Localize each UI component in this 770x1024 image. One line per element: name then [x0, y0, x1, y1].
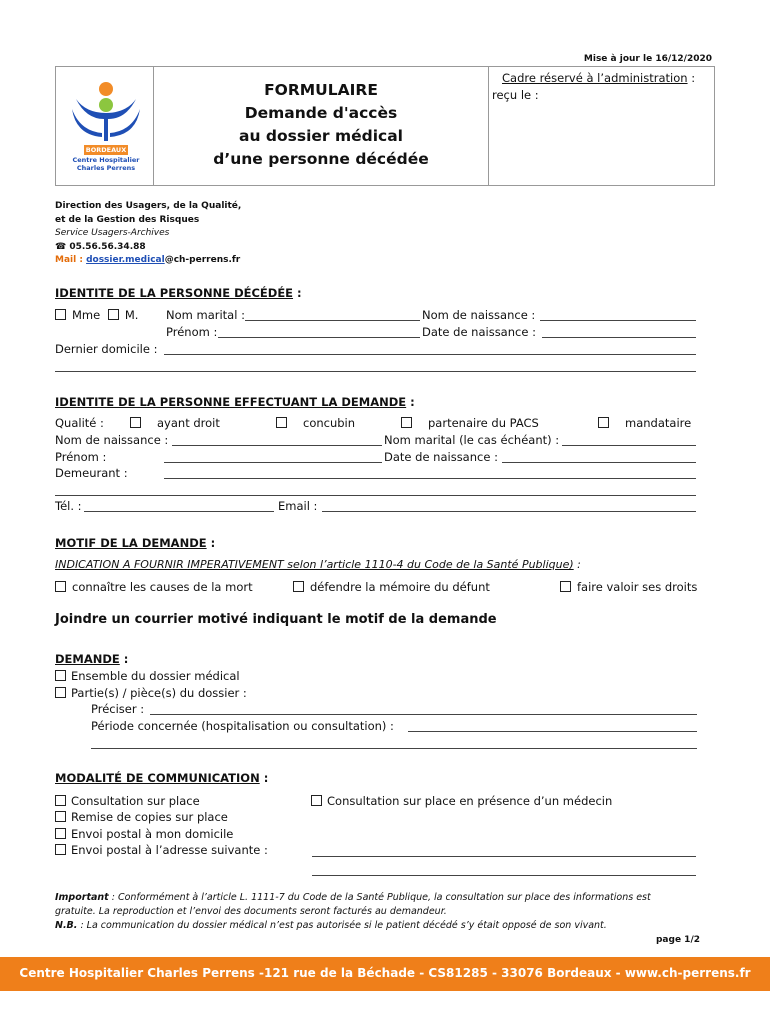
footer-banner: [0, 957, 770, 991]
requester-demeurant-field[interactable]: [164, 478, 696, 479]
periode-label: Période concernée (hospitalisation ou consultation) :: [91, 719, 394, 733]
periode-field-2[interactable]: [91, 748, 697, 749]
requester-prenom-label: Prénom :: [55, 450, 107, 464]
droits-checkbox[interactable]: [560, 581, 571, 592]
option-pacs[interactable]: partenaire du PACS: [401, 416, 539, 430]
deceased-nom-marital-label: Nom marital :: [166, 308, 245, 322]
join-letter-notice: Joindre un courrier motivé indiquant le motif de la demande: [55, 612, 497, 627]
deceased-domicile-field-2[interactable]: [55, 371, 696, 372]
requester-email-field[interactable]: [322, 511, 696, 512]
causes-checkbox[interactable]: [55, 581, 66, 592]
requester-email-label: Email :: [278, 499, 318, 513]
modalite-option-copies[interactable]: Remise de copies sur place: [55, 810, 228, 824]
requester-heading: IDENTITE DE LA PERSONNE EFFECTUANT LA DEMANDE :: [55, 395, 415, 409]
modalite-option-consultation[interactable]: Consultation sur place: [55, 794, 200, 808]
mme-checkbox[interactable]: [55, 309, 66, 320]
mail-domain: @ch-perrens.fr: [164, 255, 241, 265]
option-mandataire[interactable]: mandataire: [598, 416, 691, 430]
medecin-checkbox[interactable]: [311, 795, 322, 806]
parties-checkbox[interactable]: [55, 687, 66, 698]
phone-number: ☎ 05.56.56.34.88: [55, 241, 146, 252]
m-checkbox[interactable]: [108, 309, 119, 320]
option-ayant-droit[interactable]: ayant droit: [130, 416, 220, 430]
form-title: FORMULAIRE: [264, 81, 378, 99]
domicile-checkbox[interactable]: [55, 828, 66, 839]
qualite-label: Qualité :: [55, 416, 104, 430]
logo-city: BORDEAUX: [85, 146, 127, 154]
m-label: M.: [124, 308, 139, 322]
mail-link[interactable]: dossier.medical: [86, 255, 165, 265]
received-label: reçu le :: [492, 88, 539, 102]
motif-heading: MOTIF DE LA DEMANDE :: [55, 536, 216, 550]
requester-nom-naissance-label: Nom de naissance :: [55, 433, 169, 447]
requester-demeurant-label: Demeurant :: [55, 466, 128, 480]
demande-option-parties[interactable]: Partie(s) / pièce(s) du dossier :: [55, 686, 247, 700]
option-concubin[interactable]: concubin: [276, 416, 355, 430]
motif-option-memoire[interactable]: défendre la mémoire du défunt: [293, 580, 490, 594]
motif-option-droits[interactable]: faire valoir ses droits: [560, 580, 697, 594]
form-subtitle-2: au dossier médical: [239, 127, 403, 145]
update-date: Mise à jour le 16/12/2020: [583, 54, 712, 64]
notes-block: [55, 891, 715, 933]
important-note: Important : Conformément à l’article L. 1111-7 du Code de la Santé Publique, la consultation sur place des informations est: [55, 892, 651, 903]
contact-block: [55, 200, 241, 268]
periode-field[interactable]: [408, 731, 697, 732]
admin-reserved-label: Cadre réservé à l’administration: [502, 71, 688, 85]
ayant-droit-checkbox[interactable]: [130, 417, 141, 428]
requester-date-naissance-label: Date de naissance :: [384, 450, 498, 464]
footer-text: Centre Hospitalier Charles Perrens -121 rue de la Béchade - CS81285 - 33076 Bordeaux - www.ch-perrens.fr: [19, 966, 751, 980]
adresse-checkbox[interactable]: [55, 844, 66, 855]
requester-nom-marital-label: Nom marital (le cas échéant) :: [384, 433, 560, 447]
motif-indication: INDICATION A FOURNIR IMPERATIVEMENT selon l’article 1110-4 du Code de la Santé Publique) :: [55, 558, 581, 571]
adresse-field-2[interactable]: [312, 875, 696, 876]
motif-option-causes[interactable]: connaître les causes de la mort: [55, 580, 253, 594]
dept-line-2: et de la Gestion des Risques: [55, 214, 200, 225]
deceased-date-naissance-label: Date de naissance :: [422, 325, 536, 339]
deceased-domicile-label: Dernier domicile :: [55, 342, 158, 356]
requester-tel-field[interactable]: [84, 511, 274, 512]
deceased-civility: [55, 308, 138, 322]
ensemble-checkbox[interactable]: [55, 670, 66, 681]
requester-date-naissance-field[interactable]: [502, 462, 696, 463]
requester-nom-naissance-field[interactable]: [172, 445, 382, 446]
header-box: [55, 66, 715, 186]
requester-prenom-field[interactable]: [164, 462, 382, 463]
memoire-checkbox[interactable]: [293, 581, 304, 592]
modalite-heading: MODALITÉ DE COMMUNICATION :: [55, 771, 269, 785]
pacs-checkbox[interactable]: [401, 417, 412, 428]
demande-heading: DEMANDE :: [55, 652, 129, 666]
logo-line1: Centre Hospitalier: [72, 156, 140, 164]
mail-label: Mail :: [55, 255, 87, 265]
service-name: Service Usagers-Archives: [55, 228, 170, 238]
deceased-nom-marital-field[interactable]: [245, 320, 420, 321]
mail-line: [55, 254, 241, 268]
mandataire-checkbox[interactable]: [598, 417, 609, 428]
consultation-checkbox[interactable]: [55, 795, 66, 806]
requester-nom-marital-field[interactable]: [562, 445, 696, 446]
form-subtitle-3: d’une personne décédée: [213, 150, 429, 168]
dept-line-1: Direction des Usagers, de la Qualité,: [55, 201, 242, 211]
deceased-date-naissance-field[interactable]: [542, 337, 696, 338]
deceased-nom-naissance-label: Nom de naissance :: [422, 308, 536, 322]
modalite-option-medecin[interactable]: Consultation sur place en présence d’un médecin: [311, 794, 612, 808]
form-title-block: [154, 79, 488, 171]
preciser-label: Préciser :: [91, 702, 145, 716]
modalite-option-domicile[interactable]: Envoi postal à mon domicile: [55, 827, 233, 841]
requester-tel-label: Tél. :: [55, 499, 82, 513]
requester-demeurant-field-2[interactable]: [55, 495, 696, 496]
nb-note: N.B. : La communication du dossier médical n’est pas autorisée si le patient décédé s’y était opposé de son vivant.: [55, 920, 607, 931]
page-number: page 1/2: [655, 935, 700, 945]
admin-reserved: Cadre réservé à l’administration :: [502, 71, 696, 85]
deceased-nom-naissance-field[interactable]: [540, 320, 696, 321]
copies-checkbox[interactable]: [55, 811, 66, 822]
deceased-heading: IDENTITE DE LA PERSONNE DÉCÉDÉE :: [55, 286, 302, 300]
modalite-option-adresse[interactable]: Envoi postal à l’adresse suivante :: [55, 843, 268, 857]
deceased-prenom-field[interactable]: [218, 337, 420, 338]
preciser-field[interactable]: [150, 714, 697, 715]
hospital-logo: [66, 79, 146, 179]
mme-label: Mme: [72, 308, 101, 322]
logo-line2: Charles Perrens: [76, 164, 136, 172]
important-note-2: gratuite. La reproduction et l’envoi des documents seront facturés au demandeur.: [55, 906, 447, 917]
hospital-emblem-icon: [66, 79, 146, 141]
concubin-checkbox[interactable]: [276, 417, 287, 428]
demande-option-ensemble[interactable]: Ensemble du dossier médical: [55, 669, 240, 683]
form-subtitle-1: Demande d'accès: [244, 104, 398, 122]
adresse-field[interactable]: [312, 856, 696, 857]
deceased-prenom-label: Prénom :: [166, 325, 218, 339]
deceased-domicile-field[interactable]: [164, 354, 696, 355]
